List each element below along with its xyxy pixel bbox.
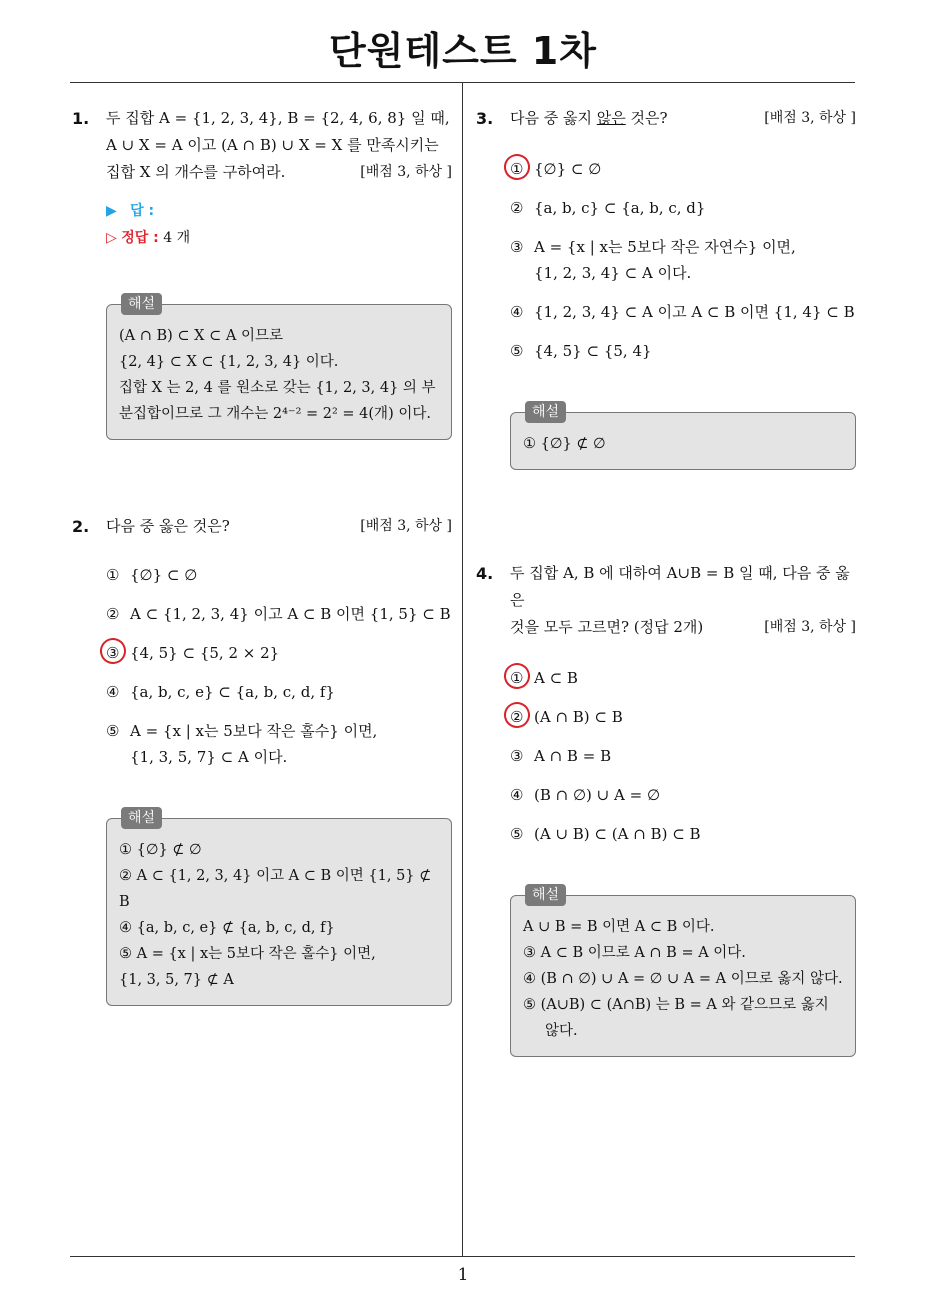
explanation-line: {2, 4} ⊂ X ⊂ {1, 2, 3, 4} 이다. bbox=[119, 354, 339, 370]
explanation-tag: 해설 bbox=[525, 884, 566, 906]
question-text: 다음 중 옳은 것은? bbox=[106, 517, 230, 535]
explanation-line: ① {∅} ⊄ ∅ bbox=[119, 842, 202, 858]
question-line: 것을 모두 고르면? (정답 2개) bbox=[510, 618, 704, 636]
choice-5[interactable]: ⑤ {4, 5} ⊂ {5, 4} bbox=[510, 342, 652, 360]
answer-area bbox=[72, 198, 452, 252]
explanation-box bbox=[510, 887, 856, 1057]
explanation-line: (A ∩ B) ⊂ X ⊂ A 이므로 bbox=[119, 328, 283, 344]
choice-3[interactable]: ③ A = {x | x는 5보다 작은 자연수} 이면, {1, 2, 3, 4} ⊂ A 이다. bbox=[510, 238, 796, 282]
explanation-tag: 해설 bbox=[121, 293, 162, 315]
explanation-line: 집합 X 는 2, 4 를 원소로 갖는 {1, 2, 3, 4} 의 부 bbox=[119, 380, 436, 396]
explanation-line: ③ A ⊂ B 이므로 A ∩ B = A 이다. bbox=[523, 945, 746, 961]
question-number: 2. bbox=[72, 517, 90, 536]
choice-4[interactable]: ④ {a, b, c, e} ⊂ {a, b, c, d, f} bbox=[106, 683, 335, 701]
correct-value: 4 개 bbox=[163, 230, 191, 246]
explanation-line: ⑤ (A∪B) ⊂ (A∩B) 는 B = A 와 같으므로 옳지 않다. bbox=[523, 997, 829, 1039]
choice-5[interactable]: ⑤ A = {x | x는 5보다 작은 홀수} 이면, {1, 3, 5, 7} ⊂ A 이다. bbox=[106, 722, 378, 766]
choice-3[interactable]: ③ {4, 5} ⊂ {5, 2 × 2} bbox=[106, 640, 452, 666]
question-line: A ∪ X = A 이고 (A ∩ B) ∪ X = X 를 만족시키는 bbox=[106, 136, 439, 154]
choice-2[interactable]: ② {a, b, c} ⊂ {a, b, c, d} bbox=[510, 199, 706, 217]
question-1 bbox=[72, 105, 452, 440]
question-line: 두 집합 A = {1, 2, 3, 4}, B = {2, 4, 6, 8} 일 때, bbox=[106, 109, 450, 127]
explanation-line: {1, 3, 5, 7} ⊄ A bbox=[119, 972, 234, 988]
question-3: 3. 다음 중 옳지 않은 것은? [배점 3, 하상 ] ① {∅} ⊂ ∅ ② {a, b, c} ⊂ {a, b, c, d} ③ A = {x | x는 5보다 작은 자연수} 이면, {1, 2, 3, 4} ⊂ A 이다. ④ {1, 2, 3, 4} ⊂ A 이고 A ⊂ B 이면 {1, 4} ⊂ B ⑤ {4, 5} ⊂ {5, 4} 해설 ① {∅} ⊄ ∅ bbox=[476, 105, 856, 470]
explanation-box bbox=[106, 810, 452, 1006]
choice-1[interactable]: ① {∅} ⊂ ∅ bbox=[510, 156, 856, 182]
choice-2[interactable]: ② (A ∩ B) ⊂ B bbox=[510, 704, 856, 730]
page-number: 1 bbox=[457, 1265, 469, 1285]
choice-list bbox=[72, 562, 452, 770]
question-4 bbox=[476, 560, 856, 1057]
page-title: 단원테스트 1차 bbox=[329, 29, 597, 73]
question-number: 3. bbox=[476, 109, 494, 128]
score-meta: [배점 3, 하상 ] bbox=[764, 110, 856, 126]
score-meta: [배점 3, 하상 ] bbox=[360, 164, 452, 180]
explanation-line: 분집합이므로 그 개수는 2⁴⁻² = 2² = 4(개) 이다. bbox=[119, 406, 431, 422]
bottom-rule bbox=[70, 1256, 855, 1257]
correct-label: 정답 : bbox=[121, 230, 159, 246]
explanation-box bbox=[510, 404, 856, 470]
explanation-line: ⑤ A = {x | x는 5보다 작은 홀수} 이면, bbox=[119, 946, 376, 962]
explanation-tag: 해설 bbox=[525, 401, 566, 423]
answer-label: 답 : bbox=[130, 203, 155, 219]
explanation-line: ④ (B ∩ ∅) ∪ A = ∅ ∪ A = A 이므로 옳지 않다. bbox=[523, 971, 843, 987]
choice-list bbox=[476, 156, 856, 364]
choice-2[interactable]: ② A ⊂ {1, 2, 3, 4} 이고 A ⊂ B 이면 {1, 5} ⊂ B bbox=[106, 605, 451, 623]
question-text bbox=[510, 560, 856, 641]
score-meta: [배점 3, 하상 ] bbox=[764, 619, 856, 635]
score-meta: [배점 3, 하상 ] bbox=[360, 518, 452, 534]
choice-1[interactable]: ① {∅} ⊂ ∅ bbox=[106, 566, 198, 584]
choice-list bbox=[476, 665, 856, 847]
choice-1[interactable]: ① A ⊂ B bbox=[510, 665, 856, 691]
question-text bbox=[106, 105, 452, 186]
choice-4[interactable]: ④ {1, 2, 3, 4} ⊂ A 이고 A ⊂ B 이면 {1, 4} ⊂ B bbox=[510, 303, 855, 321]
question-number: 4. bbox=[476, 564, 494, 583]
explanation-tag: 해설 bbox=[121, 807, 162, 829]
question-line: 집합 X 의 개수를 구하여라. bbox=[106, 163, 286, 181]
column-divider bbox=[462, 83, 463, 1256]
explanation-line: ① {∅} ⊄ ∅ bbox=[523, 436, 606, 452]
explanation-line: A ∪ B = B 이면 A ⊂ B 이다. bbox=[523, 919, 715, 935]
correct-arrow-icon: ▷ bbox=[106, 230, 117, 246]
underlined-word: 않은 bbox=[596, 109, 626, 127]
choice-5[interactable]: ⑤ (A ∪ B) ⊂ (A ∩ B) ⊂ B bbox=[510, 825, 701, 843]
question-2 bbox=[72, 513, 452, 1006]
explanation-line: ④ {a, b, c, e} ⊄ {a, b, c, d, f} bbox=[119, 920, 335, 936]
choice-4[interactable]: ④ (B ∩ ∅) ∪ A = ∅ bbox=[510, 786, 661, 804]
answer-arrow-icon: ▶ bbox=[106, 203, 117, 219]
explanation-box bbox=[106, 296, 452, 440]
explanation-line: ② A ⊂ {1, 2, 3, 4} 이고 A ⊂ B 이면 {1, 5} ⊄ B bbox=[119, 868, 432, 910]
question-line: 두 집합 A, B 에 대하여 A∪B = B 일 때, 다음 중 옳은 bbox=[510, 564, 850, 609]
choice-3[interactable]: ③ A ∩ B = B bbox=[510, 747, 612, 765]
question-number: 1. bbox=[72, 109, 90, 128]
